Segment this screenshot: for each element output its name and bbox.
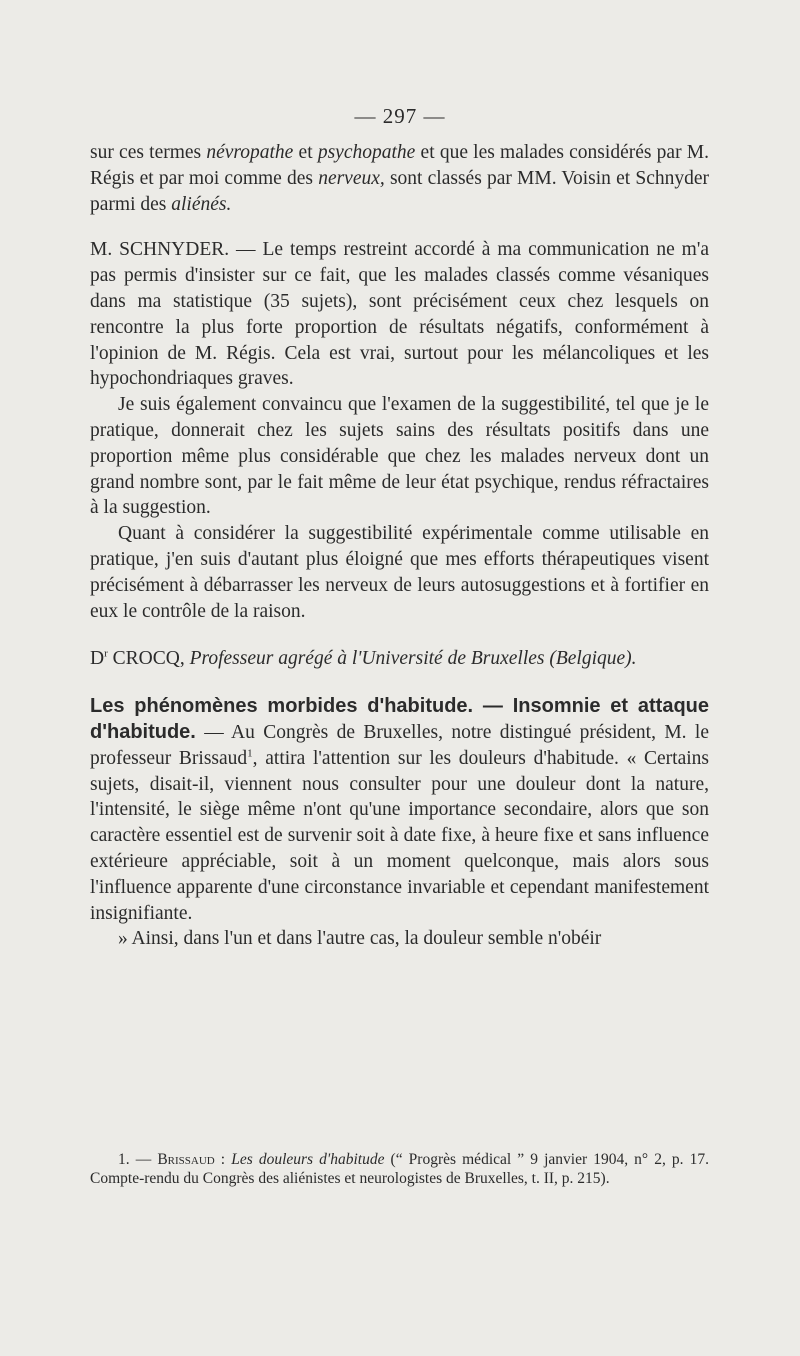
paragraph-1 — [90, 140, 709, 217]
footnote-1 — [90, 1150, 709, 1188]
p1-italic-alienes: aliénés. — [171, 193, 232, 215]
footnote-author: Brissaud — [157, 1151, 215, 1168]
author-prefix-sup: r — [104, 647, 108, 660]
author-prefix: D — [90, 648, 105, 670]
p1-italic-nevropathe: névropathe — [206, 142, 294, 163]
page-number: — 297 — — [354, 104, 446, 128]
paragraph-schnyder: M. SCHNYDER. — Le temps restreint accordé à ma communication ne m'a pas permis d'insister sur ce fait, que les malades classés comme vésaniques dans ma statistique (35 sujets), sont précisément ceux chez lesquels on rencontre la plus forte proportion de résultats négatifs, conformément à l'opinion de M. Régis. Cela est vrai, surtout pour les mélancoliques et les hypochondriaques graves. — [90, 239, 709, 390]
footnotes — [90, 1150, 709, 1188]
p6-text-2: , attira l'attention sur les douleurs d'habitude. « Certains sujets, disait-il, viennent nous consulter pour une douleur dont la nature, l'intensité, le siège même n'ont qu'une importance secondaire, alors que son caractère essentiel est de survenir soit à date fixe, à heure fixe et sans influence extérieure appréciable, soit à un moment quelconque, mais alors sous l'influence apparente d'une circonstance invariable et cependant manifestement insignifiante. — [90, 747, 710, 924]
paragraph-ainsi: » Ainsi, dans l'un et dans l'autre cas, la douleur semble n'obéir — [118, 928, 602, 950]
section-title: Les phénomènes morbides d'habitude. — Insomnie et attaque d'habitude. — [90, 695, 709, 743]
body-text — [90, 140, 709, 952]
footnote-rest: (“ Progrès médical ” 9 janvier 1904, n° 2, p. 17. Compte-rendu du Congrès des aliénistes et neurologistes de Bruxelles, t. II, p. 215). — [90, 1151, 709, 1187]
paragraph-quant: Quant à considérer la suggestibilité expérimentale comme utilisable en pratique, j'en suis d'autant plus éloigné que mes efforts thérapeutiques visent précisément à débarrasser les nerveux de leurs autosuggestions et à fortifier en eux le contrôle de la raison. — [90, 523, 709, 622]
author-title: Professeur agrégé à l'Université de Bruxelles (Belgique). — [189, 648, 637, 670]
paragraph-habitude — [90, 694, 709, 926]
p1-text-e: et que les malades considérés par M. Régis et par moi comme des — [90, 142, 709, 189]
footnote-number: 1. — — [118, 1151, 158, 1168]
footnote-sep: : — [214, 1151, 232, 1168]
footnote-ref: 1 — [247, 747, 253, 760]
paragraph-suggestibilite: Je suis également convaincu que l'examen de la suggestibilité, tel que je le pratique, donnerait chez les sujets sains des résultats positifs dans une proportion même plus considérable que chez les malades nerveux dont un grand nombre sont, par le fait même de leur état psychique, rendus réfractaires à la suggestion. — [90, 394, 709, 519]
p1-italic-nerveux: nerveux, — [318, 167, 385, 189]
p6-text-1: — Au Congrès de Bruxelles, notre distingué président, M. le professeur Brissaud — [90, 721, 709, 769]
p1-text-g: sont classés par MM. Voisin et Schnyder parmi des — [90, 167, 709, 215]
p1-text-a: sur ces termes — [90, 142, 207, 163]
author-line — [90, 646, 709, 672]
p1-italic-psychopathe: psychopathe — [317, 142, 416, 163]
footnote-work: Les douleurs d'habitude — [231, 1151, 385, 1168]
p1-text-c: et — [293, 142, 318, 163]
author-name: CROCQ, — [107, 648, 190, 670]
